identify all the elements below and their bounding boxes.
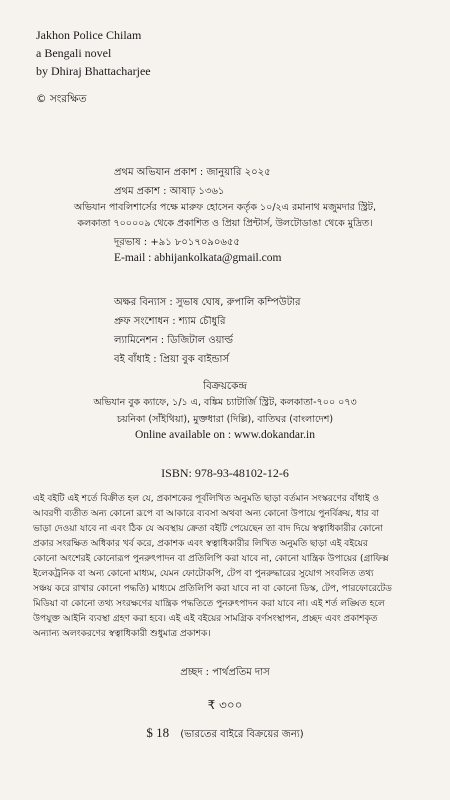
price-inr: ₹ ৩০০ — [207, 698, 243, 712]
typesetting-credit: অক্ষর বিন্যাস : সুভাষ ঘোষ, রুপালি কম্পিউটার — [114, 297, 301, 308]
price-usd: $ 18 — [146, 725, 170, 740]
legal-line: মিডিয়া বা কোনো তথ্য সংরক্ষণের যান্ত্রিক পদ্ধতিতে পুনরুৎপাদন করা যাবে না। এই শর্ত লঙ্ঘিত হলে — [33, 599, 385, 609]
price-usd-note: (ভারতের বাইরে বিক্রয়ের জন্য) — [180, 729, 304, 740]
legal-line: এই বইটি এই শর্তে বিক্রীত হল যে, প্রকাশকের পূর্বলিখিত অনুমতি ছাড়া বর্তমান সংস্করণের বাঁধাই ও — [33, 494, 380, 504]
book-author: by Dhiraj Bhattacharjee — [36, 64, 151, 78]
legal-line: ইলেকট্রনিক বা অন্য কোনো মাধ্যম, যেমন ফোটোকপি, টেপ বা পুনরুদ্ধারের সুযোগ সংবলিত তথ্য — [33, 569, 374, 579]
online-store: Online available on : www.dokandar.in — [134, 429, 315, 441]
first-abhiyan-edition: প্রথম অভিযান প্রকাশ : জানুয়ারি ২০২৫ — [114, 167, 271, 178]
legal-line: প্রকার সংরক্ষিত অধিকার খর্ব করে, প্রকাশক এবং স্বত্বাধিকারীর লিখিত অনুমতি ছাড়া এই বইয়ের — [33, 539, 368, 549]
price-usd-row — [0, 722, 450, 744]
legal-line: কোনো অংশেরই কোনোরূপ পুনরুৎপাদন বা প্রতিলিপি করা যাবে না, কোনো যান্ত্রিক উপায়ের (গ্রাফিক্স — [33, 554, 389, 564]
legal-line: আবরণী ব্যতীত অন্য কোনো রূপে বা আকারে ব্যবসা অথবা অন্য কোনো উপায়ে পুনর্বিক্রয়, ধার বা — [33, 509, 380, 519]
legal-line: অন্যান্য অলংকরণের স্বত্বাধিকারী শুধুমাত্র প্রকাশক। — [33, 629, 211, 639]
publisher-line-1: অভিযান পাবলিশার্সের পক্ষে মারুফ হোসেন কর্তৃক ১০/২এ রমানাথ মজুমদার স্ট্রিট, — [73, 202, 376, 213]
legal-notice — [33, 492, 423, 642]
first-edition: প্রথম প্রকাশ : আষাঢ় ১৩৬১ — [114, 186, 225, 197]
copyright-notice: © সংরক্ষিত — [36, 93, 87, 105]
cover-credit: প্রচ্ছদ : পার্থপ্রতিম দাস — [180, 667, 270, 678]
binding-credit: বই বাঁধাই : প্রিয়া বুক বাইন্ডার্স — [114, 354, 230, 365]
proof-credit: প্রুফ সংশোধন : শ্যাম চৌধুরি — [114, 316, 226, 327]
sales-line-1: অভিযান বুক ক্যাফে, ১/১ এ, বঙ্কিম চ্যাটার্জি স্ট্রিট, কলকাতা-৭০০ ০৭৩ — [93, 397, 357, 408]
email-address: E-mail : abhijankolkata@gmail.com — [114, 252, 282, 264]
phone-number: দূরভাষ : +৯১ ৮০১৭০৯০৬৫৫ — [114, 237, 240, 248]
legal-line: ভাড়া দেওয়া যাবে না এবং ঠিক যে অবস্থায় ক্রেতা বইটি পেয়েছেন তা বাদ দিয়ে স্বত্বাধিকারীর কোনো — [33, 524, 383, 534]
book-title-english: Jakhon Police Chilam — [36, 28, 142, 42]
lamination-credit: ল্যামিনেশন : ডিজিটাল ওয়ার্ল্ড — [114, 335, 234, 346]
legal-line: সঞ্চয় করে রাখার কোনো পদ্ধতি) মাধ্যমে প্রতিলিপি করা যাবে না বা কোনো ডিস্ক, টেপ, পারফোরেটেড — [33, 584, 392, 594]
isbn: ISBN: 978-93-48102-12-6 — [161, 466, 289, 480]
sales-line-2: চয়নিকা (সাঁইথিয়া), মুক্তধারা (দিল্লি), বাতিঘর (বাংলাদেশ) — [116, 414, 334, 425]
sales-heading: বিক্রয়কেন্দ্র — [203, 380, 247, 392]
publisher-line-2: কলকাতা ৭০০০০৯ থেকে প্রকাশিত ও প্রিয়া প্রিন্টার্স, উলটোডাঙা থেকে মুদ্রিত। — [77, 218, 373, 229]
legal-line: উপযুক্ত আইনি ব্যবস্থা গ্রহণ করা হবে। এই এই বইয়ের সামগ্রিক বর্ণসংস্থাপন, প্রচ্ছদ এবং প্রকাশকৃত — [33, 614, 378, 624]
book-subtitle: a Bengali novel — [36, 46, 112, 60]
